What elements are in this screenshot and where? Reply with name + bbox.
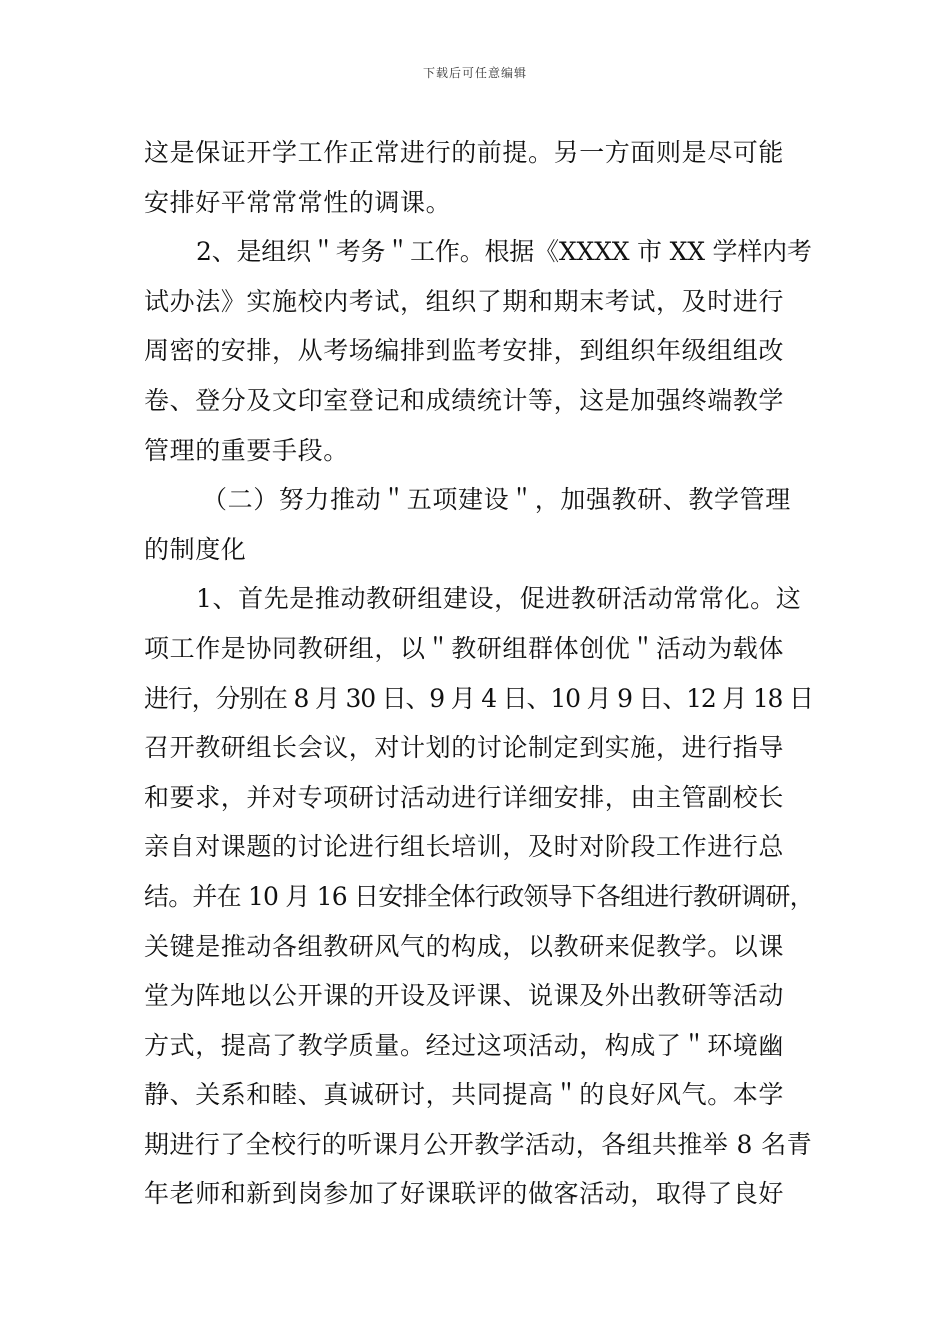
text-line: 和要求，并对专项研讨活动进行详细安排，由主管副校长 xyxy=(144,782,785,812)
text-line: 进行，分别在 8 月 30 日、9 月 4 日、10 月 9 日、12 月 18 日 xyxy=(144,683,813,713)
section-heading-line: 的制度化 xyxy=(144,534,247,564)
document-body xyxy=(144,128,814,1219)
text-line: 管理的重要手段。 xyxy=(144,435,349,465)
text-line: 召开教研组长会议，对计划的讨论制定到实施，进行指导 xyxy=(144,733,785,763)
text-line: 静、关系和睦、真诚研讨，共同提高＂的良好风气。本学 xyxy=(144,1080,785,1110)
text-line: 1、首先是推动教研组建设，促进教研活动常常化。这 xyxy=(196,584,802,614)
text-line: 周密的安排，从考场编排到监考安排，到组织年级组组改 xyxy=(144,336,785,366)
text-line: 试办法》实施校内考试，组织了期和期末考试，及时进行 xyxy=(144,286,785,316)
text-line: 结。并在 10 月 16 日安排全体行政领导下各组进行教研调研， xyxy=(144,881,814,911)
text-line: 年老师和新到岗参加了好课联评的做客活动，取得了良好 xyxy=(144,1179,785,1209)
text-line: 卷、登分及文印室登记和成绩统计等，这是加强终端教学 xyxy=(144,385,785,415)
text-line: 方式，提高了教学质量。经过这项活动，构成了＂环境幽 xyxy=(144,1030,785,1060)
section-heading-line: （二）努力推动＂五项建设＂，加强教研、教学管理 xyxy=(202,485,791,515)
text-line: 安排好平常常常性的调课。 xyxy=(144,187,452,217)
text-line: 堂为阵地以公开课的开设及评课、说课及外出教研等活动 xyxy=(144,981,785,1011)
text-line: 亲自对课题的讨论进行组长培训，及时对阶段工作进行总 xyxy=(144,832,785,862)
text-line: 期进行了全校行的听课月公开教学活动，各组共推举 8 名青 xyxy=(144,1129,813,1159)
text-line: 关键是推动各组教研风气的构成，以教研来促教学。以课 xyxy=(144,931,785,961)
page-header-note: 下载后可任意编辑 xyxy=(422,66,527,80)
text-line: 2、是组织＂考务＂工作。根据《XXXX 市 XX 学样内考 xyxy=(196,237,812,267)
text-line: 这是保证开学工作正常进行的前提。另一方面则是尽可能 xyxy=(144,138,785,167)
text-line: 项工作是协同教研组，以＂教研组群体创优＂活动为载体 xyxy=(144,633,785,663)
